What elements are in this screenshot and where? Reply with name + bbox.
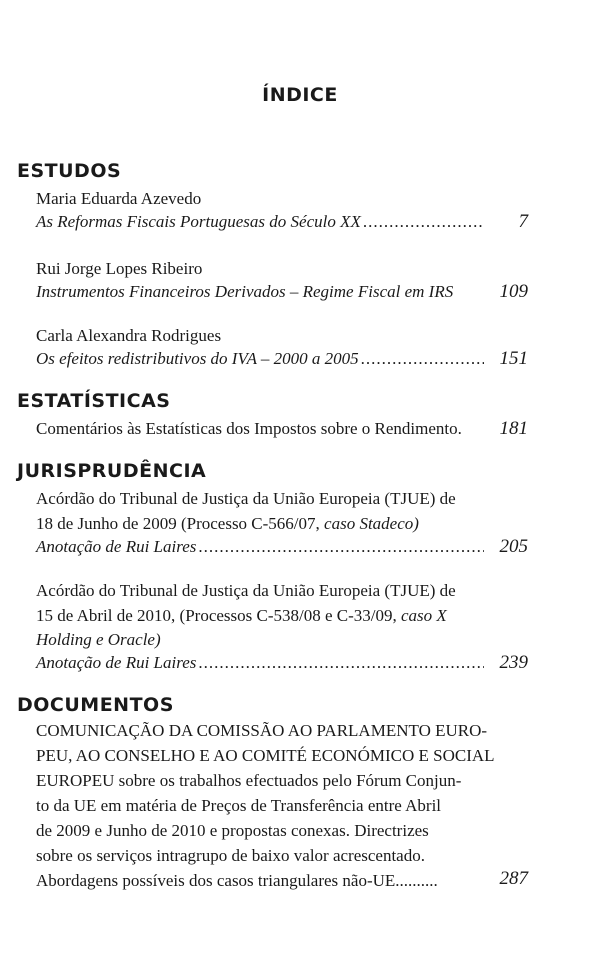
entry-author: Maria Eduarda Azevedo xyxy=(36,189,202,208)
document-line: to da UE em matéria de Preços de Transferência entre Abril xyxy=(36,796,442,815)
page-number: 109 xyxy=(499,281,528,302)
entry-title: Os efeitos redistributivos do IVA – 2000 a 2005 xyxy=(36,349,359,368)
entry-case-name: Holding e Oracle) xyxy=(36,630,161,649)
page-number: 7 xyxy=(518,211,528,232)
dot-leader xyxy=(361,349,484,369)
entry-text-part: 15 de Abril de 2010, (Processos C-538/08 e C-33/09, xyxy=(36,606,401,625)
page-number: 239 xyxy=(499,652,528,673)
document-line: COMUNICAÇÃO DA COMISSÃO AO PARLAMENTO EURO- xyxy=(36,721,488,740)
page-number: 287 xyxy=(499,868,528,889)
dot-leader xyxy=(198,653,484,673)
dot-leader xyxy=(363,212,484,232)
toc-entry[interactable] xyxy=(36,281,528,306)
entry-title: Comentários às Estatísticas dos Impostos sobre o Rendimento. xyxy=(36,419,462,438)
toc-entry[interactable] xyxy=(36,652,528,677)
entry-author: Rui Jorge Lopes Ribeiro xyxy=(36,259,203,278)
document-line: sobre os serviços intragrupo de baixo valor acrescentado. xyxy=(36,846,425,865)
section-heading-documentos: DOCUMENTOS xyxy=(17,694,174,716)
section-heading-jurisprudencia: JURISPRUDÊNCIA xyxy=(17,460,207,482)
page-number: 151 xyxy=(499,348,528,369)
toc-entry[interactable] xyxy=(36,536,528,561)
entry-title: As Reformas Fiscais Portuguesas do Século XX xyxy=(36,212,361,231)
entry-case-name: caso X xyxy=(401,606,447,625)
page-number: 205 xyxy=(499,536,528,557)
section-heading-estudos: ESTUDOS xyxy=(17,160,122,182)
dot-leader xyxy=(198,537,484,557)
section-heading-estatisticas: ESTATÍSTICAS xyxy=(17,390,171,412)
toc-entry[interactable] xyxy=(36,211,528,236)
entry-annotation: Anotação de Rui Laires xyxy=(36,653,197,672)
entry-text xyxy=(36,603,528,628)
entry-text: Acórdão do Tribunal de Justiça da União Europeia (TJUE) de xyxy=(36,489,456,508)
document-line: Abordagens possíveis dos casos triangulares não-UE.......... xyxy=(36,871,438,890)
toc-entry[interactable] xyxy=(36,418,528,443)
entry-text xyxy=(36,511,528,536)
toc-entry[interactable] xyxy=(36,348,528,373)
document-entry-text[interactable] xyxy=(36,718,496,893)
entry-author: Carla Alexandra Rodrigues xyxy=(36,326,222,345)
entry-text: Acórdão do Tribunal de Justiça da União Europeia (TJUE) de xyxy=(36,581,456,600)
entry-title: Instrumentos Financeiros Derivados – Regime Fiscal em IRS xyxy=(36,282,454,301)
document-line: de 2009 e Junho de 2010 e propostas conexas. Directrizes xyxy=(36,821,429,840)
entry-case-name: caso Stadeco) xyxy=(324,514,419,533)
page-number: 181 xyxy=(499,418,528,439)
page-title: ÍNDICE xyxy=(262,84,338,106)
entry-text-part: 18 de Junho de 2009 (Processo C-566/07, xyxy=(36,514,325,533)
document-line: EUROPEU sobre os trabalhos efectuados pelo Fórum Conjun- xyxy=(36,771,462,790)
entry-annotation: Anotação de Rui Laires xyxy=(36,537,197,556)
document-line: PEU, AO CONSELHO E AO COMITÉ ECONÓMICO E SOCIAL xyxy=(36,746,495,765)
